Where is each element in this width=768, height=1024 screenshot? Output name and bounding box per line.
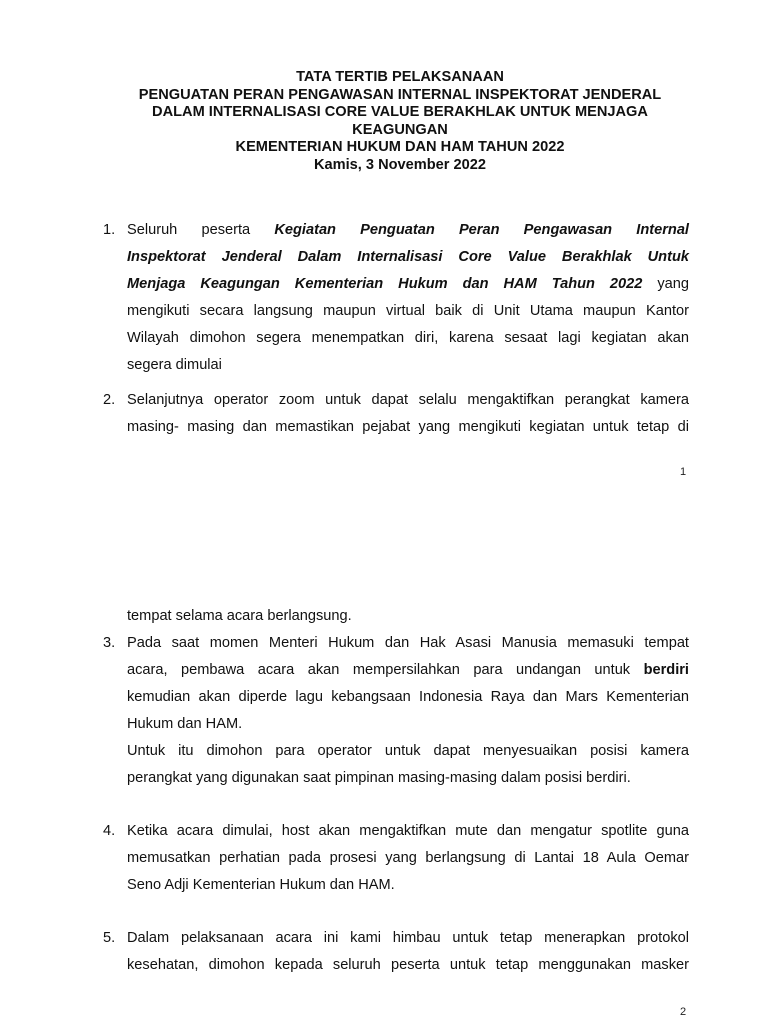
item-line: segera dimulai (127, 357, 222, 373)
item-line: mengikuti secara langsung maupun virtual baik di Unit Utama maupun Kantor (127, 303, 689, 319)
item-text: yang (642, 276, 689, 292)
item-line (127, 217, 689, 244)
item-line: memusatkan perhatian pada prosesi yang berlangsung di Lantai 18 Aula Oemar (127, 850, 689, 866)
item-line: kemudian akan diperde lagu kebangsaan Indonesia Raya dan Mars Kementerian (127, 689, 689, 705)
item-number: 3. (103, 635, 116, 651)
item-number: 2. (103, 392, 116, 408)
item-number: 5. (103, 930, 116, 946)
list-item (103, 818, 689, 899)
event-name-text: Menjaga Keagungan Kementerian Hukum dan HAM Tahun 2022 (127, 276, 643, 292)
item-line: Selanjutnya operator zoom untuk dapat selalu mengaktifkan perangkat kamera (127, 392, 689, 408)
title-line: PENGUATAN PERAN PENGAWASAN INTERNAL INSPEKTORAT JENDERAL (138, 86, 662, 103)
list-item (103, 217, 689, 379)
title-line: TATA TERTIB PELAKSANAAN (296, 69, 504, 85)
item-line: tempat selama acara berlangsung. (127, 608, 352, 624)
list-item-continuation (127, 603, 689, 630)
item-line: Ketika acara dimulai, host akan mengaktifkan mute dan mengatur spotlite guna (127, 823, 689, 839)
page-number: 1 (680, 466, 687, 478)
title-line: DALAM INTERNALISASI CORE VALUE BERAKHLAK UNTUK MENJAGA (152, 104, 648, 121)
item-line: Hukum dan HAM. (127, 716, 243, 732)
list-item (103, 925, 689, 979)
document-title (0, 69, 768, 175)
emphasis-text: berdiri (643, 662, 689, 678)
item-line: Pada saat momen Menteri Hukum dan Hak Asasi Manusia memasuki tempat (127, 635, 689, 651)
item-line: kesehatan, dimohon kepada seluruh peserta untuk tetap menggunakan masker (127, 957, 689, 973)
item-number: 4. (103, 823, 116, 839)
item-line (127, 657, 689, 684)
item-line: perangkat yang digunakan saat pimpinan masing-masing dalam posisi berdiri. (127, 770, 631, 786)
item-text: Seluruh peserta (127, 222, 275, 238)
page-number: 2 (680, 1006, 687, 1018)
title-line: KEMENTERIAN HUKUM DAN HAM TAHUN 2022 (235, 139, 565, 156)
item-line: Dalam pelaksanaan acara ini kami himbau untuk tetap menerapkan protokol (127, 930, 689, 946)
list-item (103, 387, 689, 441)
item-line: Seno Adji Kementerian Hukum dan HAM. (127, 877, 395, 893)
item-line (127, 271, 689, 298)
item-text: acara, pembawa acara akan mempersilahkan para undangan untuk (127, 662, 644, 678)
title-date: Kamis, 3 November 2022 (314, 156, 486, 173)
item-line: Wilayah dimohon segera menempatkan diri, karena sesaat lagi kegiatan akan (127, 330, 689, 346)
item-line: masing- masing dan memastikan pejabat yang mengikuti kegiatan untuk tetap di (127, 419, 689, 435)
item-number: 1. (103, 222, 116, 238)
item-line: Untuk itu dimohon para operator untuk dapat menyesuaikan posisi kamera (127, 743, 689, 759)
event-name-text: Inspektorat Jenderal Dalam Internalisasi Core Value Berakhlak Untuk (127, 249, 689, 265)
title-line: KEAGUNGAN (352, 121, 448, 138)
event-name-text: Kegiatan Penguatan Peran Pengawasan Internal (274, 222, 689, 238)
list-item (103, 630, 689, 792)
